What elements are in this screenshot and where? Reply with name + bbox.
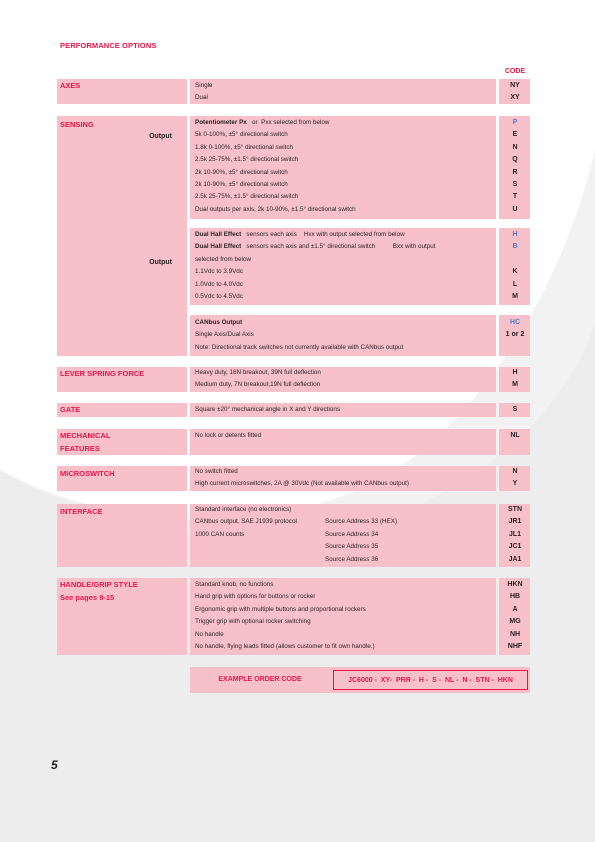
option-row	[195, 117, 500, 129]
microswitch-section-label: MICROSWITCH	[60, 469, 115, 478]
option-row	[195, 529, 500, 541]
option-text: Standard interface (no electronics)	[195, 506, 292, 513]
option-row: Hand grip with options for buttons or rocker	[195, 593, 316, 601]
option-text: sensors each axis and ±1.5° directional switch Bxx with output	[241, 243, 436, 251]
mechanical-options	[195, 430, 500, 442]
option-row: 1.1Vdc to 3.9Vdc	[195, 268, 243, 276]
option-row: Heavy duty, 16N breakout, 39N full deflection	[195, 369, 321, 376]
handle-options	[195, 579, 500, 653]
lever-section-label: LEVER SPRING FORCE	[60, 369, 145, 378]
option-row: selected from below	[195, 255, 251, 263]
lever-codes	[500, 367, 530, 392]
option-text: sensors each axis Hxx with output selected from below	[241, 231, 405, 238]
option-row: 2.5k 25-75%, ±1.5° directional switch	[195, 156, 299, 164]
option-row	[195, 504, 500, 516]
option-row: Medium duty, 7N breakout,19N full deflection	[195, 381, 321, 389]
option-code: STN	[508, 506, 522, 513]
option-code: HKN	[507, 581, 523, 588]
option-code: NH	[509, 630, 521, 638]
page-number: 5	[51, 758, 58, 772]
option-title: Dual Hall Effect	[195, 231, 242, 238]
option-row: High current microswitches, 2A @ 30Vdc (Not available with CANbus output)	[195, 480, 409, 488]
option-detail: Source Address 33 (HEX)	[325, 518, 398, 526]
option-code: NL	[510, 432, 520, 439]
sensing-hall-options	[195, 229, 500, 303]
label-line: FEATURES	[60, 443, 100, 453]
option-code: M	[512, 292, 518, 300]
hall-output-label: Output	[149, 259, 172, 266]
option-row: No switch fitted	[195, 468, 238, 475]
option-row	[195, 554, 500, 566]
option-title: Potentiometer Px	[195, 119, 247, 126]
option-code: K	[512, 268, 518, 276]
option-code: R	[512, 168, 518, 176]
option-code: MG	[509, 618, 521, 626]
option-code: T	[512, 193, 518, 201]
option-code: JL1	[508, 530, 522, 538]
option-code: 1 or 2	[505, 331, 525, 339]
option-title: CANbus Output	[195, 319, 243, 326]
option-code: M	[512, 381, 518, 389]
option-row: 2k 10-90%, ±5° directional switch	[195, 180, 288, 188]
option-code: N	[512, 143, 518, 151]
microswitch-options	[195, 466, 500, 491]
sensing-pot-codes	[500, 117, 530, 216]
option-row	[195, 241, 500, 253]
option-row: Note: Directional track switches not currently available with CANbus output	[195, 343, 404, 351]
option-text: or Pxx selected from below	[246, 119, 330, 126]
sensing-hall-codes	[500, 229, 530, 303]
pot-output-label: Output	[149, 133, 172, 140]
option-code: S	[512, 180, 518, 188]
page-heading: PERFORMANCE OPTIONS	[60, 41, 157, 50]
mechanical-section-label	[60, 430, 110, 455]
option-code: JR1	[508, 518, 522, 526]
axes-options	[195, 80, 500, 105]
gate-options	[195, 404, 500, 416]
option-code: Q	[512, 156, 518, 164]
option-code: Y	[512, 480, 518, 488]
option-code: B	[512, 243, 518, 251]
microswitch-codes	[500, 466, 530, 491]
option-row	[195, 516, 500, 528]
option-row	[195, 229, 500, 241]
interface-options	[195, 504, 500, 566]
gate-section-label: GATE	[60, 405, 81, 414]
option-text: CANbus output, SAE J1939 protocol	[195, 518, 297, 526]
option-title: Dual Hall Effect	[195, 243, 242, 251]
option-code: NHF	[507, 642, 523, 650]
sensing-section-label: SENSING	[60, 120, 94, 129]
option-code: H	[512, 231, 518, 238]
option-row: 2.5k 25-75%, ±1.5° directional switch	[195, 193, 299, 201]
option-row: Trigger grip with optional rocker switching	[195, 618, 311, 626]
sensing-can-options	[195, 317, 500, 354]
handle-codes	[500, 579, 530, 653]
option-code: U	[512, 205, 518, 213]
option-code: S	[512, 406, 518, 413]
option-row: Single Axis/Dual Axis	[195, 331, 254, 339]
option-code: JA1	[508, 555, 522, 563]
interface-section-label: INTERFACE	[60, 507, 103, 516]
see-pages-link[interactable]: See pages 9-15	[60, 592, 115, 602]
axes-section-label: AXES	[60, 81, 81, 90]
option-code: E	[512, 131, 518, 139]
axes-codes	[500, 80, 530, 105]
option-code: HC	[509, 319, 521, 326]
option-row: No handle, flying leads fitted (allows customer to fit own handle.)	[195, 642, 375, 650]
option-row: 1.8k 0-100%, ±5° directional switch	[195, 143, 294, 151]
option-code: P	[512, 119, 518, 126]
sensing-pot-options	[195, 117, 500, 216]
option-code	[500, 254, 530, 266]
sensing-label-box	[57, 116, 187, 356]
option-code: NY	[510, 82, 520, 89]
option-row: Square ±20° mechanical angle in X and Y directions	[195, 406, 341, 413]
handle-section-label	[60, 579, 138, 604]
mechanical-codes	[500, 430, 530, 442]
option-row: Dual	[195, 94, 208, 102]
option-row: Dual outputs per axis, 2k 10-90%, ±1.5° directional switch	[195, 205, 356, 213]
label-line: MECHANICAL	[60, 431, 111, 440]
order-code-text: JC6000 - XY- PRR - H - S - NL - N - STN - HKN	[348, 677, 513, 684]
code-column-header: CODE	[504, 68, 526, 75]
example-order-label: EXAMPLE ORDER CODE	[218, 676, 302, 683]
option-code: N	[512, 468, 518, 475]
option-row: 1.0Vdc to 4.0Vdc	[195, 280, 243, 288]
interface-codes	[500, 504, 530, 566]
option-code: XY	[510, 94, 520, 102]
option-row: 0.5Vdc to 4.5Vdc	[195, 292, 243, 300]
option-row: Ergonomic grip with multiple buttons and proportional rockers	[195, 605, 366, 613]
option-code: L	[512, 280, 518, 288]
option-detail: Source Address 35	[325, 543, 379, 551]
sensing-can-codes	[500, 317, 530, 342]
option-detail: Source Address 34	[325, 530, 379, 538]
option-row	[195, 317, 500, 329]
option-code: A	[512, 605, 518, 613]
option-row: Single	[195, 82, 213, 89]
lever-options	[195, 367, 500, 392]
option-row: Standard knob, no functions	[195, 581, 274, 588]
option-detail: Source Address 36	[325, 555, 379, 563]
option-row	[195, 541, 500, 553]
option-code: JC1	[508, 543, 522, 551]
option-row: No lock or detents fitted	[195, 432, 262, 439]
option-code: HB	[509, 593, 521, 601]
example-order-code	[333, 670, 528, 690]
option-row: 5k 0-100%, ±5° directional switch	[195, 131, 288, 139]
option-code: H	[512, 369, 518, 376]
option-row: 2k 10-90%, ±5° directional switch	[195, 168, 288, 176]
gate-codes	[500, 404, 530, 416]
option-row: No handle	[195, 630, 224, 638]
option-text: 1000 CAN counts	[195, 530, 245, 538]
label-line: HANDLE/GRIP STYLE	[60, 580, 138, 589]
